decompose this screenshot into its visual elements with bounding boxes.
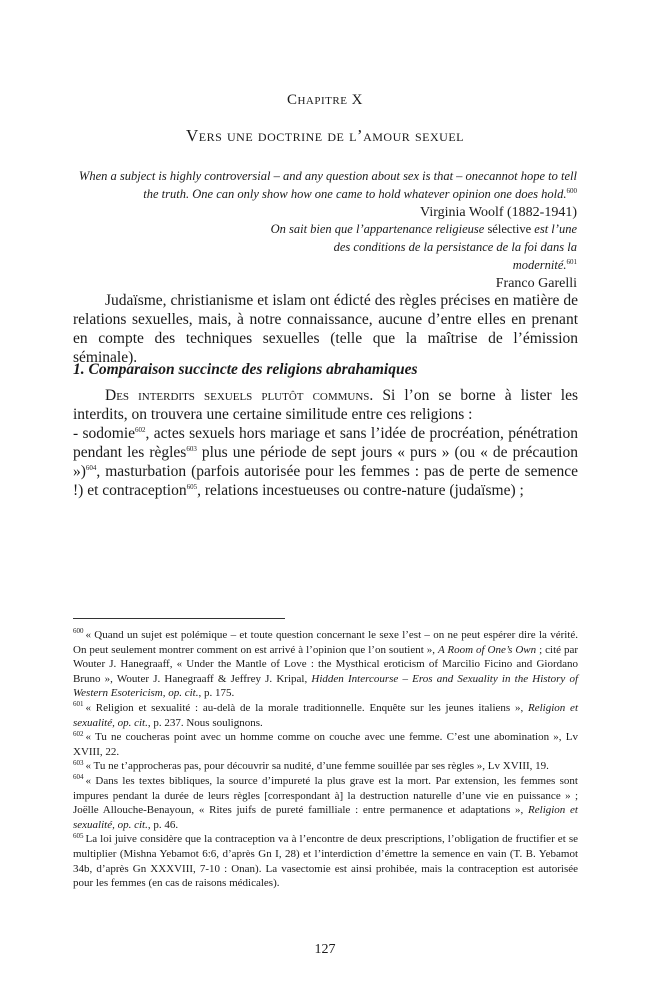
footnote-number: 605 [73,831,84,840]
epigraph-garelli [267,220,577,294]
footnote-number: 604 [73,773,84,782]
footnote-ref: 600 [566,186,577,195]
epigraph-woolf [67,167,577,223]
epigraph-quote-text: On sait bien que l’appartenance religieuse [270,222,485,236]
footnote-text: , p. 46. [147,818,179,831]
footnote-text: A Room of One’s Own [437,643,537,656]
footnote-text: , p. 175. [198,687,235,700]
footnote-text: « Tu ne t’approcheras pas, pour découvrir sa nudité, d’une femme souillée par ses règles », Lv XVIII, 19. [85,760,549,773]
list-text: , actes sexuels hors mariage et sans l’idée de procréation, pénétration pendant les règles [73,425,578,461]
footnote-text: « Tu ne coucheras point avec un homme comme on couche avec une femme. C’est une abomination », Lv XVIII, 22. [73,731,578,758]
epigraph-quote [67,167,577,203]
section-heading: 1. Comparaison succincte des religions abrahamiques [73,361,418,378]
list-text: , masturbation (parfois autorisée pour les femmes : pas de perte de semence !) et contraception [73,463,578,499]
footnote-ref: 603 [186,444,197,453]
footnote-text: Religion et sexualité, op. cit. [73,701,578,729]
list-text: , relations incestueuses ou contre-nature (judaïsme) ; [197,482,524,499]
footnote-603 [73,759,578,774]
chapter-label: Chapitre X [286,92,364,108]
epigraph-quote [267,220,577,274]
prohibitions-list [73,424,578,500]
footnote-ref: 605 [186,482,198,491]
footnote-divider [73,618,285,619]
footnote-text: « Religion et sexualité : au-delà de la morale traditionnelle. Enquête sur les jeunes italiens », [85,701,528,714]
footnote-text: , p. 237. Nous soulignons. [147,716,263,729]
footnote-ref: 602 [135,425,146,434]
footnote-text: La loi juive considère que la contraception va à l’encontre de deux prescriptions, l’obligation de fructifier et se multiplier (Mishna Yebamot 6:6, d’après Gn I, 28) et l’interdiction d’émettre la semence en vain (T. B. Yebamot 34b, d’après Gn XXXVIII, 7-10 : Onan). La vasectomie est ainsi prohibée, mais la contraception est autorisée pour les femmes (en cas de raisons médicales). [73,833,578,890]
epigraph-quote-emphasis: sélective [484,222,535,236]
footnote-text: « Dans les textes bibliques, la source d’impureté la plus grave est la mort. Par extension, les femmes sont impures pendant la durée de leurs règles [correspondant à] la destruction naturelle d’une vie en puissance » ; Joëlle Allouche-Benayoun, « Rites juifs de pureté familliale : entre permanence et adaptations », [73,774,578,817]
footnote-text: Religion et sexualité, op. cit. [73,804,578,831]
epigraph-author: Virginia Woolf (1882-1941) [420,205,577,220]
footnote-number: 600 [73,627,84,636]
epigraph-quote-text: est l’une des conditions de la persistance de la foi dans la modernité. [333,222,577,272]
footnote-602 [73,730,578,759]
chapter-title: Vers une doctrine de l’amour sexuel [185,126,464,145]
page-number: 127 [314,942,336,957]
footnotes [73,628,578,891]
footnote-605 [73,832,578,890]
list-text: plus une période de sept jours « purs » (ou « de précaution ») [73,444,578,480]
footnote-number: 601 [73,700,84,709]
footnote-text: Hidden Intercourse – Eros and Sexuality in the History of Western Esotericism, op. cit. [73,672,578,700]
footnote-ref: 601 [566,257,577,266]
footnote-600 [73,628,578,701]
section-lead [73,386,578,424]
intro-paragraph: Judaïsme, christianisme et islam ont édicté des règles précises en matière de relations sexuelles, mais, à notre connaissance, aucune d’entre elles en prenant en compte des techniques sexuelles (telle que la maîtrise de l’émission séminale). [73,292,578,366]
section-lead-smallcaps: Des interdits sexuels plutôt communs. [105,387,374,404]
footnote-number: 602 [73,729,84,738]
list-text: - sodomie [73,425,136,442]
footnote-604 [73,774,578,832]
footnote-text: ; cité par Wouter J. Hanegraaff, « Under the Mantle of Love : the Mysthical eroticism of Marcilio Ficino and Giordano Bruno », Wouter J. Hanegraaff & Jeffrey J. Kripal, [73,643,579,685]
footnote-ref: 604 [85,463,97,472]
epigraph-quote-text: When a subject is highly controversial – and any question about sex is that – onecannot hope to tell the truth. One can only show how one came to hold whatever opinion one does hold. [78,169,577,201]
footnote-601 [73,701,578,730]
epigraph-author: Franco Garelli [495,276,577,291]
footnote-number: 603 [73,758,84,767]
section-body [73,386,578,500]
footnote-text: « Quand un sujet est polémique – et toute question concernant le sexe l’est – on ne peut espérer dire la vérité. On peut seulement montrer comment on est arrivé à l’opinion que l’on soutient », [73,629,578,656]
section-lead-text: Si l’on se borne à lister les interdits, on trouvera une certaine similitude entre ces religions : [73,387,578,423]
